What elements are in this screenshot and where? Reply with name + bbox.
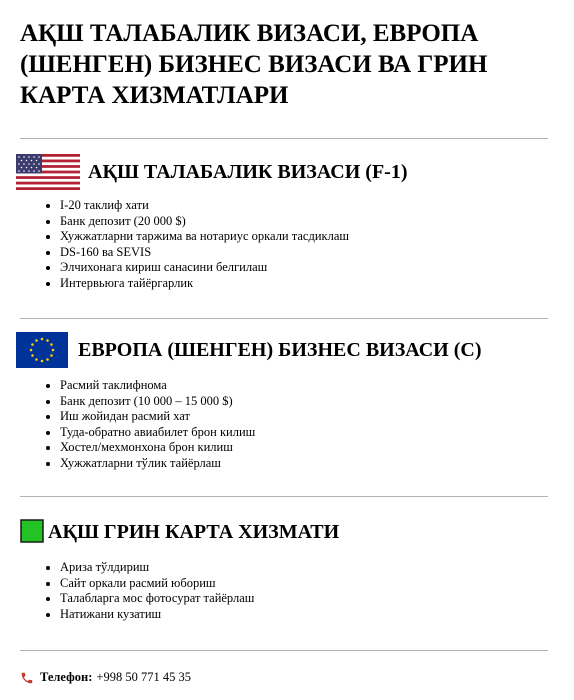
list-item: • Банк депозит (20 000 $): [60, 214, 349, 230]
list-item: • Интервьюга тайёргарлик: [60, 276, 349, 292]
list-item: • Хостел/мехмонхона брон килиш: [60, 440, 255, 456]
section-header-schengen-business-visa: [16, 332, 481, 368]
green-square-icon: [16, 518, 46, 546]
section-title: АҚШ ТАЛАБАЛИК ВИЗАСИ (F-1): [88, 160, 408, 183]
section-header-green-card: [16, 518, 339, 546]
section-header-us-student-visa: [16, 154, 408, 190]
eu-flag-icon: [16, 332, 68, 368]
phone-number[interactable]: +998 50 771 45 35: [96, 670, 191, 684]
page-title: АҚШ ТАЛАБАЛИК ВИЗАСИ, ЕВРОПА (ШЕНГЕН) БИЗНЕС ВИЗАСИ ВА ГРИН КАРТА ХИЗМАТЛАРИ: [20, 20, 488, 109]
list-item: • Хужжатларни таржима ва нотариус оркали тасдиклаш: [60, 229, 349, 245]
section-title: АҚШ ГРИН КАРТА ХИЗМАТИ: [48, 520, 340, 543]
list-item: • I-20 таклиф хати: [60, 198, 349, 214]
list-item: • Натижани кузатиш: [60, 607, 254, 623]
list-item: • Ариза тўлдириш: [60, 560, 254, 576]
section-list: [20, 378, 255, 471]
divider: [20, 318, 548, 319]
divider: [20, 138, 548, 139]
list-item: • Туда-обратно авиабилет брон килиш: [60, 425, 255, 441]
phone-label: Телефон:: [40, 670, 93, 684]
list-item: • Хужжатларни тўлик тайёрлаш: [60, 456, 255, 472]
list-item: • Талабларга мос фотосурат тайёрлаш: [60, 591, 254, 607]
phone-contact: [20, 670, 191, 685]
list-item: • Банк депозит (10 000 – 15 000 $): [60, 394, 255, 410]
us-flag-icon: [16, 154, 80, 190]
section-list: [20, 198, 349, 291]
list-item: • Сайт оркали расмий юбориш: [60, 576, 254, 592]
divider: [20, 496, 548, 497]
list-item: • Элчихонага кириш санасини белгилаш: [60, 260, 349, 276]
section-title: ЕВРОПА (ШЕНГЕН) БИЗНЕС ВИЗАСИ (С): [78, 338, 482, 361]
list-item: • DS-160 ва SEVIS: [60, 245, 349, 261]
list-item: • Иш жойидан расмий хат: [60, 409, 255, 425]
phone-icon: [20, 671, 34, 685]
list-item: • Расмий таклифнома: [60, 378, 255, 394]
section-list: [20, 560, 254, 622]
divider: [20, 650, 548, 651]
